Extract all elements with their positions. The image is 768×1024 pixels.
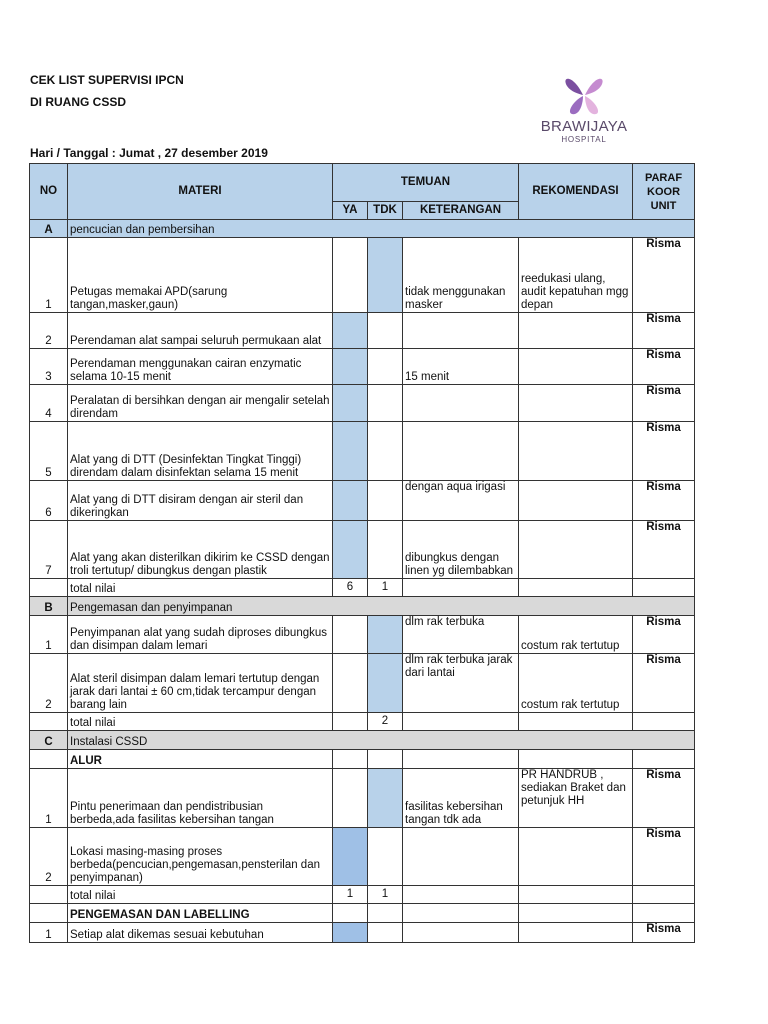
tdk-cell bbox=[368, 521, 403, 579]
row-paraf: Risma bbox=[633, 654, 695, 713]
empty-cell bbox=[403, 579, 519, 597]
empty-cell bbox=[30, 886, 68, 904]
empty-cell bbox=[633, 886, 695, 904]
table-row bbox=[30, 238, 695, 313]
row-no: 1 bbox=[30, 238, 68, 313]
row-no: 2 bbox=[30, 313, 68, 349]
total-label: total nilai bbox=[68, 713, 333, 731]
tdk-cell bbox=[368, 923, 403, 943]
subheading-alur: ALUR bbox=[68, 750, 333, 769]
col-temuan: TEMUAN bbox=[333, 164, 519, 202]
section-row-c bbox=[30, 731, 695, 750]
row-keterangan bbox=[403, 313, 519, 349]
ya-cell bbox=[333, 654, 368, 713]
header-row-1 bbox=[30, 164, 695, 202]
row-paraf: Risma bbox=[633, 616, 695, 654]
title-line-2: DI RUANG CSSD bbox=[30, 95, 127, 109]
row-materi: Perendaman menggunakan cairan enzymatic selama 10-15 menit bbox=[68, 349, 333, 385]
section-row-b bbox=[30, 597, 695, 616]
row-keterangan: dengan aqua irigasi bbox=[403, 481, 519, 521]
row-no: 6 bbox=[30, 481, 68, 521]
row-materi: Petugas memakai APD(sarung tangan,masker,gaun) bbox=[68, 238, 333, 313]
col-ya: YA bbox=[333, 202, 368, 220]
total-ya: 1 bbox=[333, 886, 368, 904]
row-paraf: Risma bbox=[633, 521, 695, 579]
row-rekomendasi bbox=[519, 828, 633, 886]
row-no: 2 bbox=[30, 828, 68, 886]
total-tdk: 1 bbox=[368, 579, 403, 597]
empty-cell bbox=[30, 750, 68, 769]
logo-name: BRAWIJAYA bbox=[540, 118, 628, 135]
row-rekomendasi: PR HANDRUB , sediakan Braket dan petunjuk HH bbox=[519, 769, 633, 828]
table-row bbox=[30, 769, 695, 828]
section-title: Pengemasan dan penyimpanan bbox=[68, 597, 695, 616]
row-keterangan: dibungkus dengan linen yg dilembabkan bbox=[403, 521, 519, 579]
total-tdk: 2 bbox=[368, 713, 403, 731]
ya-cell bbox=[333, 422, 368, 481]
subheading-labelling: PENGEMASAN DAN LABELLING bbox=[68, 904, 333, 923]
row-rekomendasi bbox=[519, 481, 633, 521]
ya-cell bbox=[333, 521, 368, 579]
empty-cell bbox=[403, 904, 519, 923]
row-rekomendasi: costum rak tertutup bbox=[519, 654, 633, 713]
empty-cell bbox=[633, 904, 695, 923]
empty-cell bbox=[633, 713, 695, 731]
row-materi: Alat yang di DTT (Desinfektan Tingkat Tinggi) direndam dalam disinfektan selama 15 menit bbox=[68, 422, 333, 481]
row-keterangan: 15 menit bbox=[403, 349, 519, 385]
row-no: 4 bbox=[30, 385, 68, 422]
ya-cell bbox=[333, 828, 368, 886]
row-no: 3 bbox=[30, 349, 68, 385]
total-label: total nilai bbox=[68, 579, 333, 597]
date-line: Hari / Tanggal : Jumat , 27 desember 2019 bbox=[30, 146, 268, 160]
empty-cell bbox=[403, 750, 519, 769]
empty-cell bbox=[519, 713, 633, 731]
row-paraf: Risma bbox=[633, 422, 695, 481]
total-label: total nilai bbox=[68, 886, 333, 904]
col-no: NO bbox=[30, 164, 68, 220]
tdk-cell bbox=[368, 385, 403, 422]
table-row bbox=[30, 313, 695, 349]
row-materi: Alat yang di DTT disiram dengan air steril dan dikeringkan bbox=[68, 481, 333, 521]
empty-cell bbox=[519, 750, 633, 769]
section-title: Instalasi CSSD bbox=[68, 731, 695, 750]
subheading-row bbox=[30, 750, 695, 769]
empty-cell bbox=[30, 904, 68, 923]
table-row bbox=[30, 616, 695, 654]
row-paraf: Risma bbox=[633, 769, 695, 828]
table-row bbox=[30, 923, 695, 943]
ya-cell bbox=[333, 385, 368, 422]
row-keterangan bbox=[403, 828, 519, 886]
table-row bbox=[30, 349, 695, 385]
table-row bbox=[30, 828, 695, 886]
row-paraf: Risma bbox=[633, 385, 695, 422]
tdk-cell bbox=[368, 616, 403, 654]
section-code: C bbox=[30, 731, 68, 750]
row-rekomendasi: costum rak tertutup bbox=[519, 616, 633, 654]
section-title: pencucian dan pembersihan bbox=[68, 220, 695, 238]
row-materi: Alat yang akan disterilkan dikirim ke CSSD dengan troli tertutup/ dibungkus dengan plastik bbox=[68, 521, 333, 579]
empty-cell bbox=[30, 579, 68, 597]
row-rekomendasi bbox=[519, 422, 633, 481]
total-row bbox=[30, 579, 695, 597]
total-ya bbox=[333, 713, 368, 731]
col-rekomendasi: REKOMENDASI bbox=[519, 164, 633, 220]
row-paraf: Risma bbox=[633, 313, 695, 349]
row-keterangan: fasilitas kebersihan tangan tdk ada bbox=[403, 769, 519, 828]
logo-sub: HOSPITAL bbox=[561, 135, 607, 144]
supervision-checklist-table bbox=[29, 163, 695, 943]
tdk-cell bbox=[368, 654, 403, 713]
row-no: 2 bbox=[30, 654, 68, 713]
table-row bbox=[30, 654, 695, 713]
tdk-cell bbox=[368, 349, 403, 385]
tdk-cell bbox=[368, 313, 403, 349]
ya-cell bbox=[333, 238, 368, 313]
ya-cell bbox=[333, 349, 368, 385]
row-paraf: Risma bbox=[633, 349, 695, 385]
row-materi: Setiap alat dikemas sesuai kebutuhan bbox=[68, 923, 333, 943]
empty-cell bbox=[403, 886, 519, 904]
section-code: A bbox=[30, 220, 68, 238]
row-keterangan: dlm rak terbuka bbox=[403, 616, 519, 654]
ya-cell bbox=[333, 923, 368, 943]
row-rekomendasi bbox=[519, 349, 633, 385]
empty-cell bbox=[633, 750, 695, 769]
row-paraf: Risma bbox=[633, 828, 695, 886]
ya-cell bbox=[333, 313, 368, 349]
empty-cell bbox=[519, 579, 633, 597]
row-materi: Penyimpanan alat yang sudah diproses dibungkus dan disimpan dalam lemari bbox=[68, 616, 333, 654]
row-keterangan bbox=[403, 923, 519, 943]
tdk-cell bbox=[368, 828, 403, 886]
row-rekomendasi bbox=[519, 521, 633, 579]
row-paraf: Risma bbox=[633, 238, 695, 313]
table-row bbox=[30, 521, 695, 579]
row-materi: Peralatan di bersihkan dengan air mengalir setelah direndam bbox=[68, 385, 333, 422]
col-tdk: TDK bbox=[368, 202, 403, 220]
row-rekomendasi: reedukasi ulang, audit kepatuhan mgg depan bbox=[519, 238, 633, 313]
table-row bbox=[30, 481, 695, 521]
table-row bbox=[30, 385, 695, 422]
title-line-1: CEK LIST SUPERVISI IPCN bbox=[30, 73, 184, 87]
section-row-a bbox=[30, 220, 695, 238]
row-paraf: Risma bbox=[633, 923, 695, 943]
section-code: B bbox=[30, 597, 68, 616]
row-no: 1 bbox=[30, 769, 68, 828]
row-no: 1 bbox=[30, 616, 68, 654]
tdk-cell bbox=[368, 238, 403, 313]
empty-cell bbox=[519, 904, 633, 923]
empty-cell bbox=[403, 713, 519, 731]
tdk-cell bbox=[368, 769, 403, 828]
empty-cell bbox=[333, 904, 368, 923]
row-materi: Pintu penerimaan dan pendistribusian berbeda,ada fasilitas kebersihan tangan bbox=[68, 769, 333, 828]
brawijaya-logo bbox=[536, 72, 632, 144]
row-keterangan bbox=[403, 385, 519, 422]
total-row bbox=[30, 886, 695, 904]
row-materi: Perendaman alat sampai seluruh permukaan alat bbox=[68, 313, 333, 349]
empty-cell bbox=[519, 886, 633, 904]
row-materi: Lokasi masing-masing proses berbeda(pencucian,pengemasan,pensterilan dan penyimpanan) bbox=[68, 828, 333, 886]
empty-cell bbox=[633, 579, 695, 597]
table-row bbox=[30, 422, 695, 481]
tdk-cell bbox=[368, 422, 403, 481]
row-no: 1 bbox=[30, 923, 68, 943]
ya-cell bbox=[333, 481, 368, 521]
row-no: 7 bbox=[30, 521, 68, 579]
total-tdk: 1 bbox=[368, 886, 403, 904]
empty-cell bbox=[368, 904, 403, 923]
ya-cell bbox=[333, 616, 368, 654]
col-keterangan: KETERANGAN bbox=[403, 202, 519, 220]
row-paraf: Risma bbox=[633, 481, 695, 521]
row-rekomendasi bbox=[519, 385, 633, 422]
total-row bbox=[30, 713, 695, 731]
row-rekomendasi bbox=[519, 923, 633, 943]
row-no: 5 bbox=[30, 422, 68, 481]
row-materi: Alat steril disimpan dalam lemari tertutup dengan jarak dari lantai ± 60 cm,tidak tercampur dengan barang lain bbox=[68, 654, 333, 713]
butterfly-icon bbox=[559, 72, 609, 118]
ya-cell bbox=[333, 769, 368, 828]
row-keterangan: tidak menggunakan masker bbox=[403, 238, 519, 313]
row-rekomendasi bbox=[519, 313, 633, 349]
subheading-row bbox=[30, 904, 695, 923]
col-paraf: PARAF KOOR UNIT bbox=[633, 164, 695, 220]
total-ya: 6 bbox=[333, 579, 368, 597]
empty-cell bbox=[368, 750, 403, 769]
empty-cell bbox=[333, 750, 368, 769]
empty-cell bbox=[30, 713, 68, 731]
tdk-cell bbox=[368, 481, 403, 521]
col-materi: MATERI bbox=[68, 164, 333, 220]
row-keterangan: dlm rak terbuka jarak dari lantai bbox=[403, 654, 519, 713]
row-keterangan bbox=[403, 422, 519, 481]
